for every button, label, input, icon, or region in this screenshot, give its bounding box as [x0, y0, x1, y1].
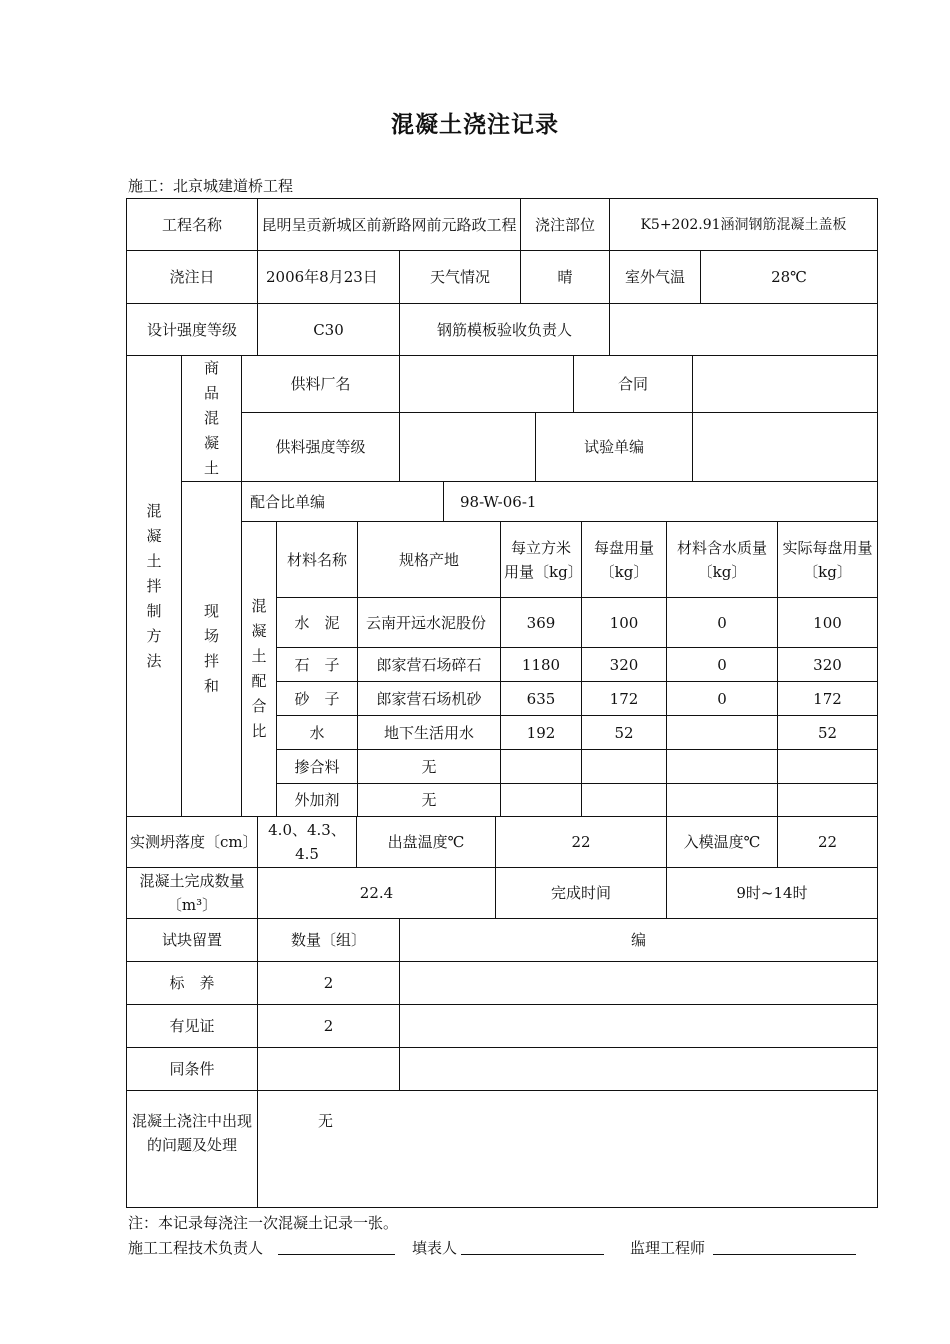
test-no-label: 试验单编 [535, 412, 693, 482]
completion-quantity-value: 22.4 [257, 867, 496, 919]
material-name: 外加剂 [276, 783, 358, 817]
issues-label: 混凝土浇注中出现的问题及处理 [126, 1090, 258, 1208]
construction-unit: 施工：北京城建道桥工程 [128, 177, 294, 195]
site-mix-label: 现场拌和 [181, 481, 242, 817]
weather-value: 晴 [520, 250, 610, 304]
material-name: 水 [276, 715, 358, 750]
supervisor-label: 监理工程师 [630, 1239, 706, 1257]
supplier-label: 供料厂名 [241, 355, 400, 413]
specimen-count [257, 1047, 400, 1091]
material-name: 水 泥 [276, 597, 358, 648]
outdoor-temp-label: 室外气温 [609, 250, 701, 304]
weather-label: 天气情况 [399, 250, 521, 304]
contract-label: 合同 [573, 355, 693, 413]
pour-location-value: K5+202.91涵洞钢筋混凝土盖板 [609, 198, 878, 251]
project-name-label: 工程名称 [126, 198, 258, 251]
material-spec: 云南开远水泥股份 [357, 597, 501, 648]
material-moisture [666, 715, 778, 750]
specimen-code [399, 961, 878, 1005]
discharge-temp-value: 22 [495, 816, 667, 868]
supply-grade-value [399, 412, 536, 482]
material-actual [777, 783, 878, 817]
completion-quantity-label: 混凝土完成数量〔m³〕 [126, 867, 258, 919]
material-per-m3: 369 [500, 597, 582, 648]
filler-signature-line [461, 1254, 604, 1255]
mixing-method-label: 混凝土拌制方法 [126, 355, 182, 817]
slump-label: 实测坍落度〔cm〕 [126, 816, 258, 868]
pour-location-label: 浇注部位 [520, 198, 610, 251]
material-actual: 172 [777, 681, 878, 716]
tech-lead-signature-line [278, 1254, 395, 1255]
material-spec: 无 [357, 749, 501, 784]
specimen-name: 同条件 [126, 1047, 258, 1091]
discharge-temp-label: 出盘温度℃ [356, 816, 496, 868]
completion-time-label: 完成时间 [495, 867, 667, 919]
material-spec: 地下生活用水 [357, 715, 501, 750]
material-per-batch: 172 [581, 681, 667, 716]
material-per-m3 [500, 783, 582, 817]
material-per-batch [581, 783, 667, 817]
material-moisture: 0 [666, 647, 778, 682]
completion-time-value: 9时~14时 [666, 867, 878, 919]
material-per-m3: 192 [500, 715, 582, 750]
material-per-batch: 100 [581, 597, 667, 648]
material-name: 掺合料 [276, 749, 358, 784]
footnote: 注：本记录每浇注一次混凝土记录一张。 [128, 1214, 399, 1232]
material-per-m3: 1180 [500, 647, 582, 682]
material-spec: 郎家营石场机砂 [357, 681, 501, 716]
specimen-code [399, 1004, 878, 1048]
supplier-value [399, 355, 574, 413]
slump-value: 4.0、4.3、4.5 [257, 816, 357, 868]
specimens-code-label: 编 [399, 918, 878, 962]
specimens-label: 试块留置 [126, 918, 258, 962]
supervisor-signature-line [713, 1254, 856, 1255]
project-name-value: 昆明呈贡新城区前新路网前元路政工程 [257, 198, 521, 251]
specimen-name: 标 养 [126, 961, 258, 1005]
commercial-concrete-label: 商品混凝土 [181, 355, 242, 482]
material-spec: 郎家营石场碎石 [357, 647, 501, 682]
specimen-code [399, 1047, 878, 1091]
supply-grade-label: 供料强度等级 [241, 412, 400, 482]
col-per-m3: 每立方米用量〔kg〕 [500, 521, 582, 598]
pour-date-value: 2006年8月23日 [257, 250, 400, 304]
pour-date-label: 浇注日 [126, 250, 258, 304]
col-material: 材料名称 [276, 521, 358, 598]
material-moisture [666, 749, 778, 784]
contract-value [692, 355, 878, 413]
tech-lead-label: 施工工程技术负责人 [128, 1239, 264, 1257]
specimen-name: 有见证 [126, 1004, 258, 1048]
specimen-count: 2 [257, 1004, 400, 1048]
mold-temp-value: 22 [777, 816, 878, 868]
specimens-count-label: 数量〔组〕 [257, 918, 400, 962]
material-actual: 52 [777, 715, 878, 750]
mold-temp-label: 入模温度℃ [666, 816, 778, 868]
col-spec: 规格产地 [357, 521, 501, 598]
material-per-m3 [500, 749, 582, 784]
material-actual [777, 749, 878, 784]
material-per-batch: 52 [581, 715, 667, 750]
material-actual: 320 [777, 647, 878, 682]
outdoor-temp-value: 28℃ [700, 250, 878, 304]
col-moisture: 材料含水质量〔kg〕 [666, 521, 778, 598]
material-per-batch: 320 [581, 647, 667, 682]
material-name: 砂 子 [276, 681, 358, 716]
material-per-batch [581, 749, 667, 784]
material-moisture: 0 [666, 597, 778, 648]
filler-label: 填表人 [412, 1239, 458, 1257]
material-spec: 无 [357, 783, 501, 817]
col-per-batch: 每盘用量〔kg〕 [581, 521, 667, 598]
design-grade-value: C30 [257, 303, 400, 356]
mix-no-value: 98-W-06-1 [443, 481, 878, 522]
col-actual: 实际每盘用量〔kg〕 [777, 521, 878, 598]
material-actual: 100 [777, 597, 878, 648]
issues-value: 无 [257, 1090, 878, 1208]
specimen-count: 2 [257, 961, 400, 1005]
document-title: 混凝土浇注记录 [391, 111, 559, 138]
material-moisture [666, 783, 778, 817]
rebar-formwork-value [609, 303, 878, 356]
rebar-formwork-label: 钢筋模板验收负责人 [399, 303, 610, 356]
mix-no-label: 配合比单编 [241, 481, 444, 522]
material-per-m3: 635 [500, 681, 582, 716]
mix-ratio-label: 混凝土配合比 [241, 521, 277, 817]
material-name: 石 子 [276, 647, 358, 682]
material-moisture: 0 [666, 681, 778, 716]
design-grade-label: 设计强度等级 [126, 303, 258, 356]
test-no-value [692, 412, 878, 482]
